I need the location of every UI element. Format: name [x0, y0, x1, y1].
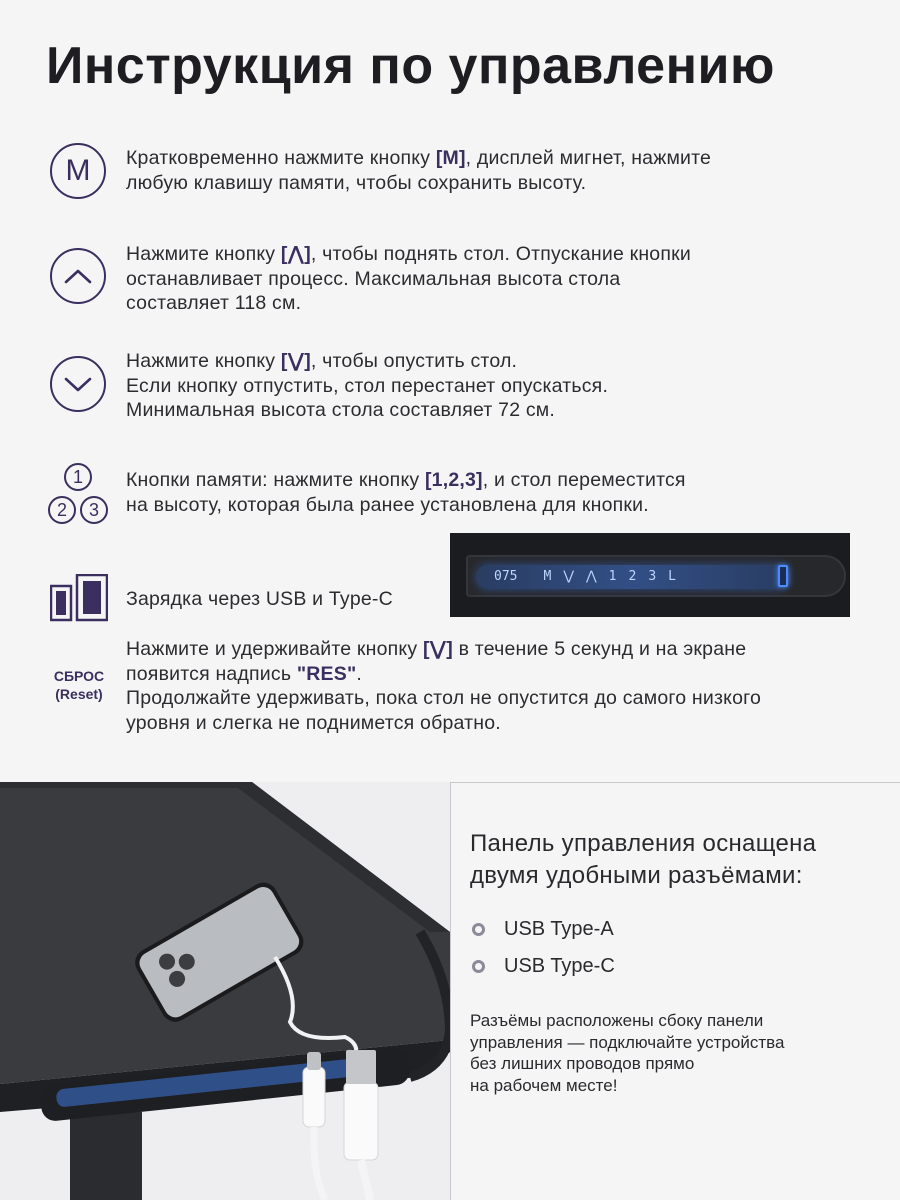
panel-key-m: M — [543, 569, 552, 584]
panel-key-3: 3 — [648, 569, 657, 584]
connectors-heading-line2: двумя удобными разъёмами: — [470, 862, 803, 889]
usb-charging-text: Зарядка через USB и Type-C — [126, 588, 393, 610]
instruction-reset-text: Нажмите и удерживайте кнопку — [126, 638, 423, 660]
memory-1-icon — [64, 463, 92, 491]
key-memory: [1,2,3] — [424, 469, 483, 491]
instruction-up — [126, 242, 691, 316]
memory-set-icon — [50, 143, 106, 199]
panel-display: 075 — [494, 569, 518, 584]
page-title: Инструкция по управлению — [46, 37, 775, 95]
instruction-m-text: Кратковременно нажмите кнопку — [126, 147, 436, 169]
instruction-memory-line2: на высоту, которая была ранее установлена для кнопки. — [126, 493, 649, 516]
connector-usb-a: USB Type-A — [504, 918, 614, 940]
panel-key-l: L — [668, 569, 676, 584]
instruction-reset — [126, 637, 761, 735]
usb-ports-icon — [50, 574, 108, 627]
chevron-up-icon — [50, 248, 106, 304]
instruction-down-text-2: , чтобы опустить стол. — [310, 350, 518, 372]
memory-2-icon — [48, 496, 76, 524]
panel-keys — [494, 565, 676, 589]
memory-3-label: 3 — [88, 499, 99, 520]
panel-key-down: ⋁ — [563, 569, 574, 584]
instruction-up-line3: составляет 118 см. — [126, 292, 302, 314]
memory-set-icon-label: M — [65, 154, 91, 187]
control-panel-bar — [466, 555, 846, 597]
reset-label-en: (Reset) — [55, 686, 103, 702]
reset-label — [48, 667, 110, 703]
panel-key-1: 1 — [608, 569, 617, 584]
bullet-icon — [472, 960, 485, 973]
note-line3: без лишних проводов прямо — [470, 1054, 695, 1073]
key-down: [⋁] — [280, 350, 311, 372]
instruction-reset-line4: уровня и слегка не поднимется обратно. — [126, 711, 501, 734]
control-panel-photo — [450, 533, 850, 617]
instruction-up-line2: останавливает процесс. Максимальная высота стола — [126, 267, 621, 290]
connectors-heading-line1: Панель управления оснащена — [470, 830, 817, 857]
instruction-down-text: Нажмите кнопку — [126, 350, 281, 372]
memory-3-icon — [80, 496, 108, 524]
panel-key-2: 2 — [628, 569, 637, 584]
res-label: "RES" — [296, 662, 357, 685]
usb-port-icon — [778, 565, 788, 587]
memory-2-label: 2 — [56, 499, 67, 520]
instruction-up-text-2: , чтобы поднять стол. Отпускание кнопки — [310, 243, 691, 265]
key-m: [M] — [435, 147, 466, 169]
instruction-reset-text-2: в течение 5 секунд и на экране — [452, 638, 747, 660]
instruction-up-text: Нажмите кнопку — [126, 243, 281, 265]
instruction-m-line2: любую клавишу памяти, чтобы сохранить высоту. — [126, 171, 587, 194]
note-line1: Разъёмы расположены сбоку панели — [470, 1011, 764, 1030]
instruction-reset-line3: Продолжайте удерживать, пока стол не опустится до самого низкого — [126, 687, 762, 709]
note-line4: на рабочем месте! — [470, 1075, 618, 1095]
instruction-down-line3: Минимальная высота стола составляет 72 см. — [126, 399, 556, 421]
instruction-down-line2: Если кнопку отпустить, стол перестанет опускаться. — [126, 374, 609, 397]
note-line2: управления — подключайте устройства — [470, 1032, 785, 1052]
key-reset: [⋁] — [422, 638, 453, 660]
reset-label-ru: СБРОС — [53, 668, 105, 684]
chevron-down-icon — [50, 356, 106, 412]
connector-usb-c: USB Type-C — [504, 955, 615, 977]
column-divider — [450, 782, 451, 1200]
instruction-memory — [126, 468, 686, 517]
instruction-memory-text: Кнопки памяти: нажмите кнопку — [126, 469, 425, 491]
instruction-m-text-2: , дисплей мигнет, нажмите — [465, 147, 712, 169]
panel-key-up: ⋀ — [585, 569, 597, 584]
instruction-reset-line2: появится надпись — [126, 662, 297, 685]
key-up: [⋀] — [280, 243, 311, 265]
bullet-icon — [472, 923, 485, 936]
desk-photo — [0, 782, 450, 1200]
instruction-m — [126, 146, 711, 195]
instruction-reset-line2-end: . — [356, 662, 363, 685]
connectors-heading — [470, 828, 816, 892]
memory-1-label: 1 — [72, 466, 83, 487]
connectors-note — [470, 1010, 784, 1096]
instruction-memory-text-2: , и стол переместится — [482, 469, 686, 491]
instruction-down — [126, 349, 608, 423]
